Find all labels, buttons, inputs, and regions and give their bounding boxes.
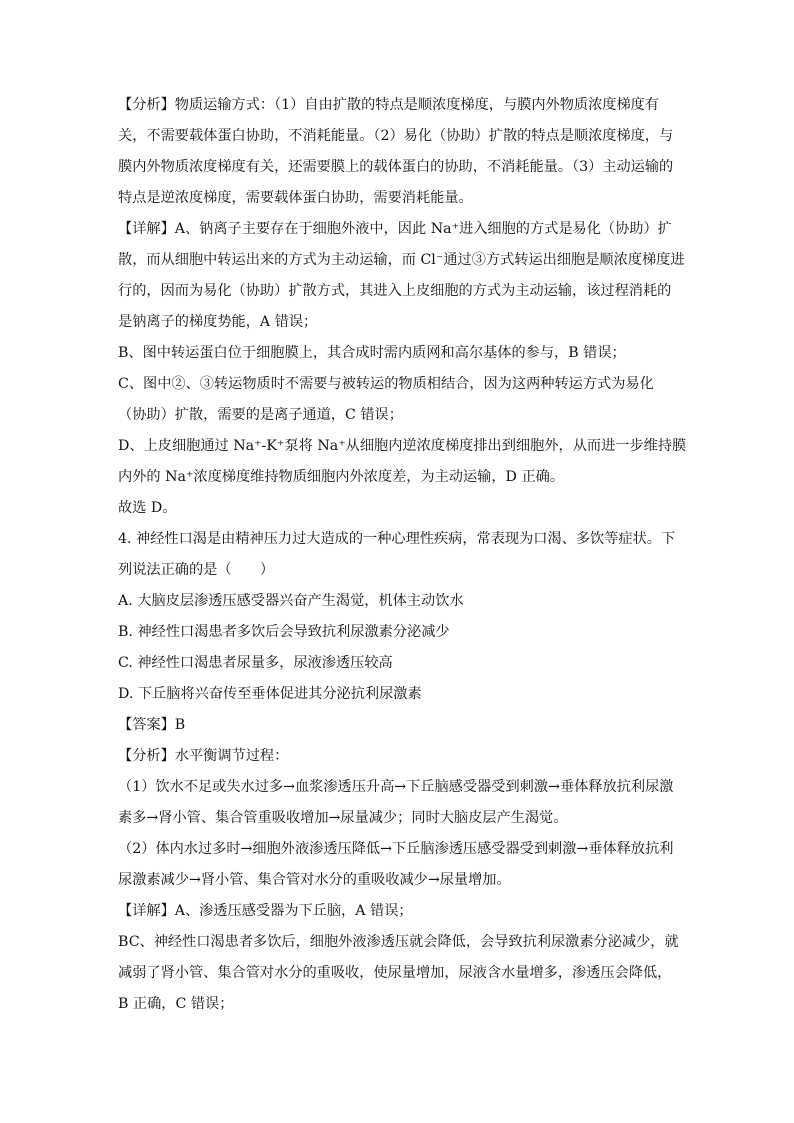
text-line: 【详解】A、渗透压感受器为下丘脑，A 错误；: [118, 903, 413, 919]
text-line: （1）饮水不足或失水过多→血浆渗透压升高→下丘脑感受器受到刺激→垂体释放抗利尿激: [118, 779, 674, 795]
question-4: [118, 524, 674, 586]
options-list: [118, 586, 674, 710]
option-b: B. 神经性口渴患者多饮后会导致抗利尿激素分泌减少: [118, 624, 450, 640]
text-line: （2）体内水过多时→细胞外液渗透压降低→下丘脑渗透压感受器受到刺激→垂体释放抗利: [118, 841, 674, 857]
text-line: 【分析】物质运输方式：（1）自由扩散的特点是顺浓度梯度，与膜内外物质浓度梯度有: [118, 97, 660, 113]
explanation-section-2: [118, 896, 679, 1020]
text-line: 行的，因而为易化（协助）扩散方式，其进入上皮细胞的方式为主动运输，该过程消耗的: [118, 283, 672, 299]
question-stem: 4. 神经性口渴是由精神压力过大造成的一种心理性疾病，常表现为口渴、多饮等症状。下: [118, 531, 676, 547]
text-line: 膜内外物质浓度梯度有关，还需要膜上的载体蛋白的协助，不消耗能量。（3）主动运输的: [118, 159, 674, 175]
text-line: 【详解】A、钠离子主要存在于细胞外液中，因此 Na⁺进入细胞的方式是易化（协助）扩: [118, 221, 672, 237]
text-line: 散，而从细胞中转运出来的方式为主动运输，而 Cl⁻通过③方式转运出细胞是顺浓度梯度进: [118, 252, 685, 268]
text-line: 是钠离子的梯度势能，A 错误；: [118, 314, 318, 330]
text-line: B 正确，C 错误；: [118, 996, 234, 1012]
text-line: 故选 D。: [118, 500, 177, 516]
option-d: D. 下丘脑将兴奋传至垂体促进其分泌抗利尿激素: [118, 686, 422, 702]
explanation-section-1: [118, 214, 687, 524]
text-line: 特点是逆浓度梯度，需要载体蛋白协助，需要消耗能量。: [118, 190, 473, 206]
analysis-section-1: [118, 90, 674, 214]
text-line: 【分析】水平衡调节过程：: [118, 748, 289, 764]
text-line: 关，不需要载体蛋白协助，不消耗能量。（2）易化（协助）扩散的特点是顺浓度梯度，与: [118, 128, 674, 144]
option-c: C. 神经性口渴患者尿量多，尿液渗透压较高: [118, 655, 393, 671]
text-line: C、图中②、③转运物质时不需要与被转运的物质相结合，因为这两种转运方式为易化: [118, 376, 654, 392]
text-line: BC、神经性口渴患者多饮后，细胞外液渗透压就会降低，会导致抗利尿激素分泌减少，就: [118, 934, 679, 950]
text-line: 减弱了肾小管、集合管对水分的重吸收，使尿量增加，尿液含水量增多，渗透压会降低，: [118, 965, 672, 981]
question-stem: 列说法正确的是（ ）: [118, 562, 275, 578]
option-a: A. 大脑皮层渗透压感受器兴奋产生渴觉，机体主动饮水: [118, 593, 464, 609]
text-line: 内外的 Na⁺浓度梯度维持物质细胞内外浓度差，为主动运输，D 正确。: [118, 469, 565, 485]
text-line: 素多→肾小管、集合管重吸收增加→尿量减少；同时大脑皮层产生渴觉。: [118, 810, 568, 826]
text-line: （协助）扩散，需要的是离子通道，C 错误；: [118, 407, 403, 423]
text-line: 尿激素减少→肾小管、集合管对水分的重吸收减少→尿量增加。: [118, 872, 511, 888]
text-line: D、上皮细胞通过 Na⁺-K⁺泵将 Na⁺从细胞内逆浓度梯度排出到细胞外，从而进一步维持膜: [118, 438, 687, 454]
answer-line: 【答案】B: [118, 717, 186, 733]
analysis-section-2: [118, 741, 674, 896]
text-line: B、图中转运蛋白位于细胞膜上，其合成时需内质网和高尔基体的参与，B 错误；: [118, 345, 626, 361]
